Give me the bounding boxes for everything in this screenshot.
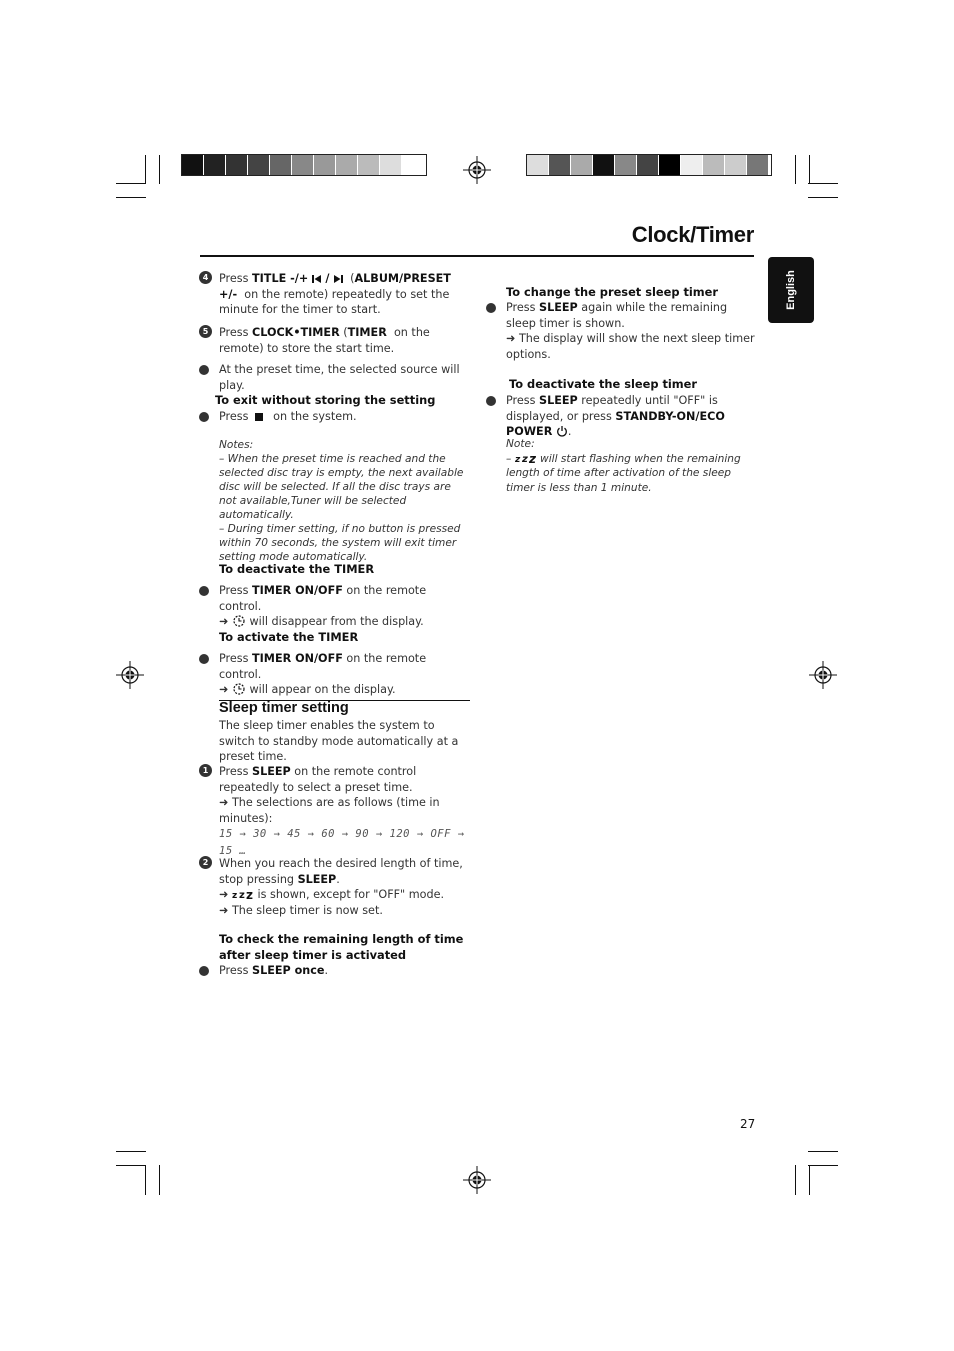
stop-icon — [252, 412, 266, 422]
crop-mark — [145, 155, 146, 184]
registration-mark-icon — [463, 156, 491, 184]
color-swatch — [659, 155, 681, 175]
notes: Notes: – When the preset time is reached and the selected disc tray is empty, the next available disc will be selected. If all the disc trays are not available,Tuner will be selected automatically. – During timer setting, if no button is pressed within 70 seconds, the system will exit timer setting mode automatically. — [219, 439, 464, 563]
crop-mark — [809, 1165, 810, 1195]
deactivate-timer-heading: To deactivate the TIMER — [219, 562, 375, 576]
title-rule — [200, 255, 754, 257]
crop-mark — [808, 1151, 838, 1152]
crop-mark — [795, 1165, 796, 1195]
registration-mark-icon — [116, 661, 144, 689]
sleep-step-1: Press SLEEP on the remote control repeatedly to select a preset time. ➜ The selections are as follows (time in minutes): 15 → 30 → 45 → 60 → 90 → 120 → OFF → 15 … — [219, 765, 465, 857]
svg-text:z: z — [238, 890, 245, 900]
step-number: 4 — [199, 271, 212, 284]
crop-mark — [809, 155, 810, 184]
step-5: Press CLOCK•TIMER (TIMER on the remote) to store the start time. — [219, 326, 430, 355]
color-swatch — [182, 155, 204, 175]
crop-mark — [808, 183, 838, 184]
crop-mark — [159, 1165, 160, 1195]
step-4: Press TITLE -/+ / (ALBUM/PRESET +/- on the remote) repeatedly to set the minute for the timer to start. — [219, 272, 451, 316]
registration-mark-icon — [463, 1166, 491, 1194]
color-swatch — [380, 155, 402, 175]
sleep-zzz-icon — [232, 888, 254, 900]
deactivate-sleep-heading: To deactivate the sleep timer — [509, 377, 698, 391]
color-swatch — [725, 155, 747, 175]
bullet — [199, 365, 209, 375]
page-title: Clock/Timer — [631, 222, 754, 247]
sleep-zzz-icon — [515, 452, 537, 464]
sleep-sequence: 15 → 30 → 45 → 60 → 90 → 120 → OFF → 15 … — [219, 828, 465, 857]
color-swatch — [637, 155, 659, 175]
color-swatch — [270, 155, 292, 175]
crop-mark — [116, 183, 146, 184]
sleep-step-2: When you reach the desired length of time, stop pressing SLEEP. ➜ z z z is shown, except for "OFF" mode. ➜ The sleep timer is now set. — [219, 857, 463, 917]
crop-mark — [145, 1165, 146, 1195]
color-swatch — [571, 155, 593, 175]
arrow-icon: ➜ — [219, 796, 229, 809]
crop-mark — [116, 1151, 146, 1152]
arrow-icon: ➜ — [219, 615, 229, 628]
color-swatch — [204, 155, 226, 175]
color-swatch — [747, 155, 769, 175]
power-icon — [556, 425, 568, 437]
color-swatch — [527, 155, 549, 175]
sleep-intro: The sleep timer enables the system to switch to standby mode automatically at a preset time. — [219, 719, 459, 763]
previous-track-icon — [312, 274, 322, 284]
arrow-icon: ➜ — [219, 903, 229, 917]
sleep-section-title: Sleep timer setting — [219, 700, 349, 716]
language-tab-label: English — [785, 270, 797, 310]
crop-mark — [116, 1165, 146, 1166]
color-swatch — [336, 155, 358, 175]
bullet — [199, 412, 209, 422]
activate-timer-instruction: Press TIMER ON/OFF on the remote control. ➜ will appear on the display. — [219, 652, 427, 696]
color-swatch — [226, 155, 248, 175]
bullet — [199, 966, 209, 976]
color-swatch — [703, 155, 725, 175]
language-tab — [768, 257, 814, 323]
activate-timer-heading: To activate the TIMER — [219, 630, 359, 644]
page-number: 27 — [740, 1117, 756, 1131]
change-sleep-heading: To change the preset sleep timer — [506, 285, 719, 299]
deactivate-sleep-instruction: Press SLEEP repeatedly until "OFF" is displayed, or press STANDBY-ON/ECO POWER . — [506, 394, 725, 438]
color-bar-right — [526, 154, 772, 176]
bullet — [486, 396, 496, 406]
check-heading: To check the remaining length of time after sleep timer is activated — [219, 932, 464, 962]
svg-text:z: z — [521, 453, 528, 464]
step-number: 1 — [199, 764, 212, 777]
color-swatch — [681, 155, 703, 175]
exit-instruction: Press on the system. — [219, 410, 357, 423]
color-bar-left — [181, 154, 427, 176]
color-swatch — [615, 155, 637, 175]
crop-mark — [808, 197, 838, 198]
deactivate-timer-instruction: Press TIMER ON/OFF on the remote control. ➜ will disappear from the display. — [219, 584, 427, 628]
registration-mark-icon — [809, 661, 837, 689]
timer-clock-icon — [232, 614, 246, 627]
next-track-icon — [333, 274, 343, 284]
svg-text:z: z — [528, 451, 536, 464]
color-swatch — [549, 155, 571, 175]
color-swatch — [358, 155, 380, 175]
arrow-icon: ➜ — [219, 888, 229, 901]
bullet — [486, 303, 496, 313]
crop-mark — [808, 1165, 838, 1166]
color-swatch — [314, 155, 336, 175]
color-swatch — [292, 155, 314, 175]
bullet — [199, 654, 209, 664]
exit-heading: To exit without storing the setting — [215, 393, 436, 407]
arrow-icon: ➜ — [506, 332, 516, 345]
crop-mark — [116, 197, 146, 198]
svg-text:z: z — [245, 888, 253, 900]
change-sleep-instruction: Press SLEEP again while the remaining sleep timer is shown. ➜ The display will show the next sleep timer options. — [506, 301, 755, 361]
step-number: 5 — [199, 325, 212, 338]
svg-text:z: z — [231, 891, 238, 900]
timer-clock-icon — [232, 682, 246, 695]
check-instruction: Press SLEEP once. — [219, 964, 329, 977]
crop-mark — [159, 155, 160, 184]
bullet — [199, 586, 209, 596]
step-number: 2 — [199, 856, 212, 869]
preset-note: At the preset time, the selected source will play. — [219, 363, 460, 392]
color-swatch — [593, 155, 615, 175]
color-swatch — [248, 155, 270, 175]
sleep-note: Note: – z z z will start flashing when the remaining length of time after activation of the sleep timer is less than 1 minute. — [506, 438, 741, 494]
svg-text:z: z — [514, 454, 520, 464]
crop-mark — [795, 155, 796, 184]
color-swatch — [402, 155, 424, 175]
arrow-icon: ➜ — [219, 683, 229, 696]
